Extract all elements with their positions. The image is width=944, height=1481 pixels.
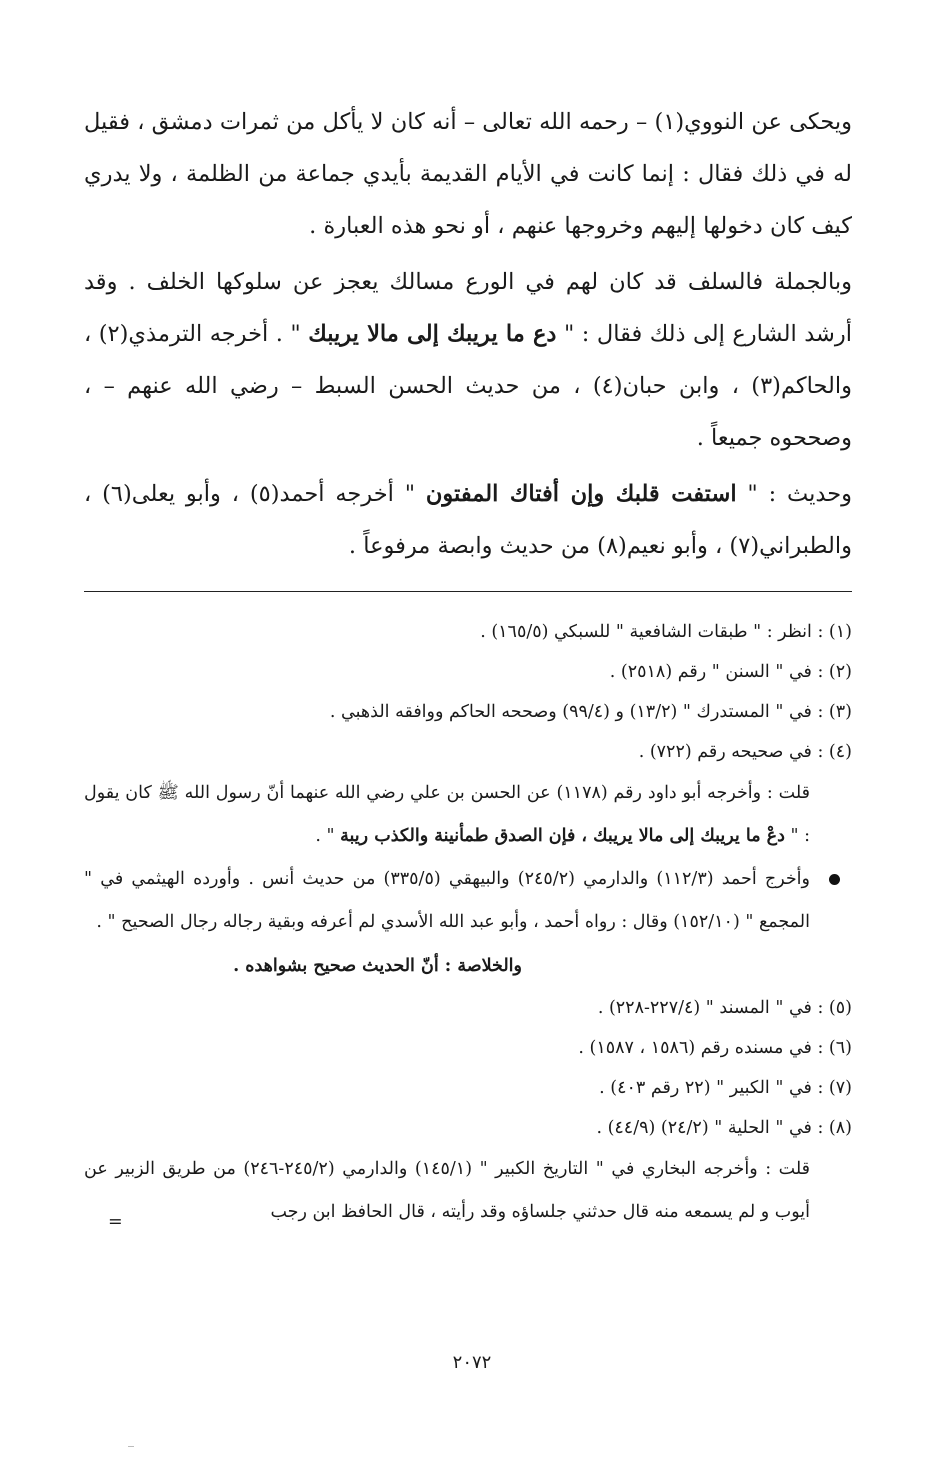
- footnote-8: (٨) : في " الحلية " (٢٤/٢) (٤٤/٩) .: [596, 1118, 852, 1138]
- editor-note-bukhari-wrap: [84, 1148, 852, 1234]
- conclusion: والخلاصة : أنّ الحديث صحيح بشواهده .: [233, 956, 522, 976]
- paragraph-nawawi: ويحكى عن النووي(١) – رحمه الله تعالى – أنه كان لا يأكل من ثمرات دمشق ، فقيل له في ذلك فقال : إنما كانت في الأيام القديمة بأيدي جماعة من الظلمة ، ولا يدري كيف كان دخولها إليهم وخروجها عنهم ، أو نحو هذه العبارة .: [84, 109, 852, 239]
- footnote-2: (٢) : في " السنن " رقم (٢٥١٨) .: [609, 662, 852, 682]
- paragraph-istafti: [84, 468, 852, 572]
- page-number: ٢٠٧٢: [452, 1352, 492, 1373]
- editor-note-bukhari: قلت : وأخرجه البخاري في " التاريخ الكبير " (١٤٥/١) والدارمي (٢٤٥/٢-٢٤٦) من طريق الزبير عن أيوب و لم يسمعه منه قال حدثني جلساؤه وقد رأيته ، قال الحافظ ابن رجب: [84, 1159, 810, 1222]
- editor-note-hadith-bold: دعْ ما يريبك إلى مالا يريبك ، فإن الصدق طمأنينة والكذب ريبة: [340, 826, 785, 846]
- footnote-separator: [84, 591, 852, 592]
- footnote-4: (٤) : في صحيحه رقم (٧٢٢) .: [638, 742, 852, 762]
- main-text: [84, 96, 852, 576]
- editor-note-abu-dawud: [84, 772, 852, 858]
- editor-note-abu-dawud-text-b: " .: [315, 826, 335, 846]
- footnote-7: (٧) : في " الكبير " (٢٢ رقم ٤٠٣) .: [599, 1078, 852, 1098]
- paragraph-wara-text-a: وبالجملة فالسلف قد كان لهم في الورع مسالك يعجز عن سلوكها الخلف . وقد أرشد الشارع إلى ذلك فقال : ": [84, 269, 852, 347]
- footnotes: [84, 612, 852, 1234]
- footnote-6: (٦) : في مسنده رقم (١٥٨٦ ، ١٥٨٧) .: [578, 1038, 852, 1058]
- hadith-quote-yaribuk: دع ما يريبك إلى مالا يريبك: [308, 321, 557, 347]
- scan-mark: [128, 1446, 134, 1447]
- footnote-1: (١) : انظر : " طبقات الشافعية " للسبكي (١٦٥/٥) .: [480, 622, 852, 642]
- footnote-3: (٣) : في " المستدرك " (١٣/٢) و (٩٩/٤) وصححه الحاكم ووافقه الذهبي .: [329, 702, 852, 722]
- footnote-5: (٥) : في " المسند " (٢٢٧/٤-٢٢٨) .: [597, 998, 852, 1018]
- bullet-note-text: وأخرج أحمد (١١٢/٣) والدارمي (٢٤٥/٢) والبيهقي (٣٣٥/٥) من حديث أنس . وأورده الهيثمي في " المجمع " (١٥٢/١٠) وقال : رواه أحمد ، وأبو عبد الله الأسدي لم أعرفه وبقية رجاله رجال الصحيح " .: [84, 869, 810, 932]
- hadith-quote-istafti: استفت قلبك وإن أفتاك المفتون: [425, 481, 737, 507]
- paragraph-istafti-text-b: " أخرجه أحمد(٥) ، وأبو يعلى(٦) ، والطبراني(٧) ، وأبو نعيم(٨) من حديث وابصة مرفوعاً .: [84, 481, 852, 559]
- bullet-note: [84, 858, 852, 944]
- bullet-dot-icon: [829, 874, 840, 885]
- paragraph-wara: [84, 256, 852, 464]
- paragraph-istafti-text-a: وحديث : ": [747, 481, 852, 507]
- paragraph-wara-text-b: " . أخرجه الترمذي(٢) ، والحاكم(٣) ، وابن حبان(٤) ، من حديث الحسن السبط – رضي الله عنهم – ، وصححوه جميعاً .: [84, 321, 852, 451]
- editor-note-abu-dawud-text-a: قلت : وأخرجه أبو داود رقم (١١٧٨) عن الحسن بن علي رضي الله عنهما أنّ رسول الله ﷺ كان يقول : ": [84, 783, 810, 846]
- continuation-mark: =: [108, 1212, 123, 1232]
